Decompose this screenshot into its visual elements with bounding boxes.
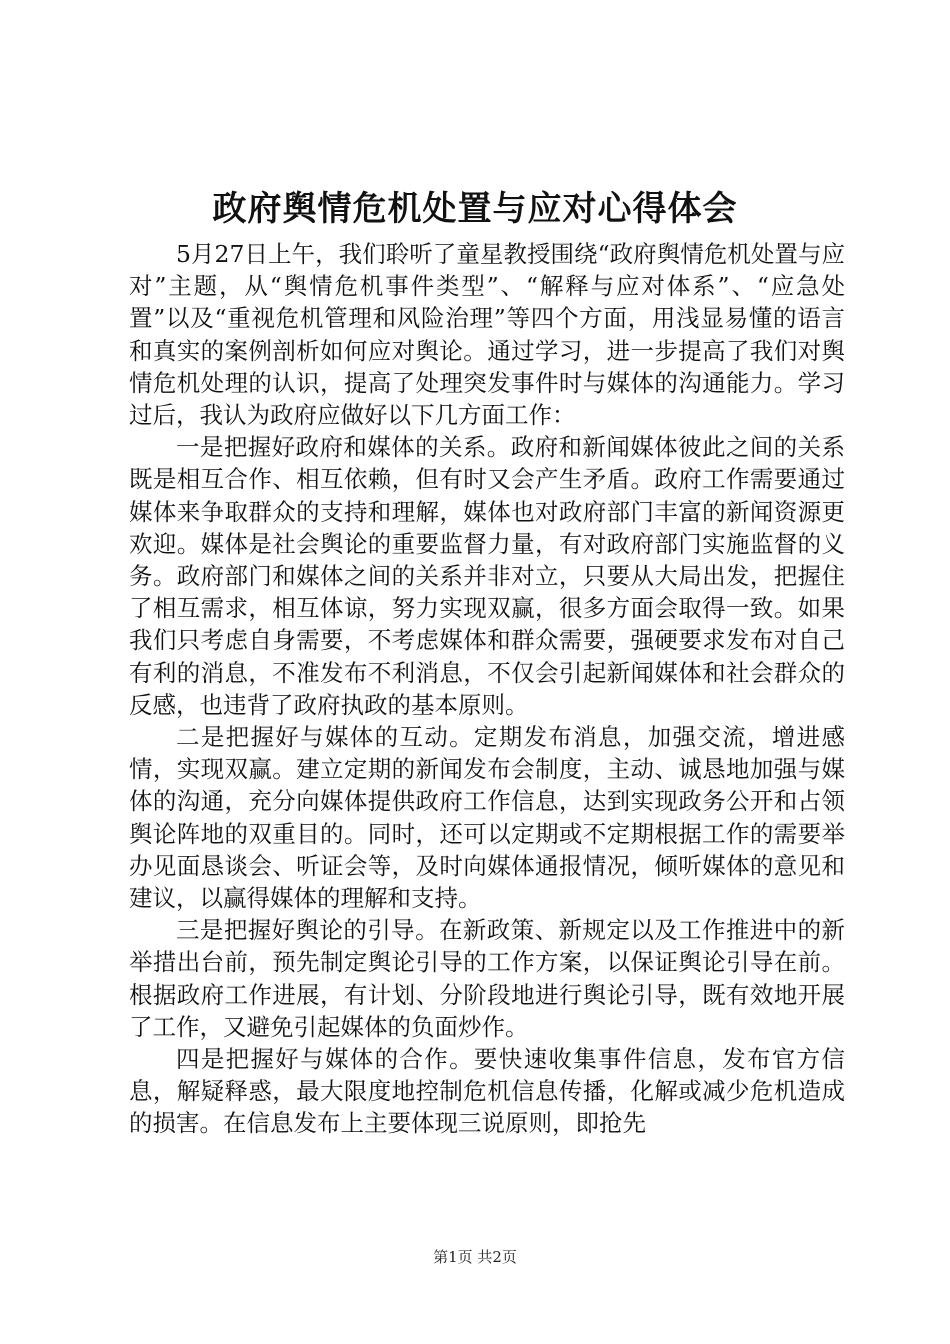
paragraph-point-three: 三是把握好舆论的引导。在新政策、新规定以及工作推进中的新举措出台前，预先制定舆论引导的工作方案，以保证舆论引导在前。根据政府工作进展，有计划、分阶段地进行舆论引导，既有效地开展了工作，又避免引起媒体的负面炒作。: [129, 916, 845, 1041]
document-title: 政府舆情危机处置与应对心得体会: [212, 189, 738, 229]
paragraph-point-one: 一是把握好政府和媒体的关系。政府和新闻媒体彼此之间的关系既是相互合作、相互依赖，但有时又会产生矛盾。政府工作需要通过媒体来争取群众的支持和理解，媒体也对政府部门丰富的新闻资源更欢迎。媒体是社会舆论的重要监督力量，有对政府部门实施监督的义务。政府部门和媒体之间的关系并非对立，只要从大局出发，把握住了相互需求，相互体谅，努力实现双赢，很多方面会取得一致。如果我们只考虑自身需要，不考虑媒体和群众需要，强硬要求发布对自己有利的消息，不准发布不利消息，不仅会引起新闻媒体和社会群众的反感，也违背了政府执政的基本原则。: [129, 433, 845, 719]
document-body: [129, 238, 845, 1140]
paragraph-point-four: 四是把握好与媒体的合作。要快速收集事件信息，发布官方信息，解疑释惑，最大限度地控制危机信息传播，化解或减少危机造成的损害。在信息发布上主要体现三说原则，即抢先: [129, 1045, 845, 1138]
paragraph-intro: 5月27日上午，我们聆听了童星教授围绕“政府舆情危机处置与应对”主题，从“舆情危机事件类型”、“解释与应对体系”、“应急处置”以及“重视危机管理和风险治理”等四个方面，用浅显易懂的语言和真实的案例剖析如何应对舆论。通过学习，进一步提高了我们对舆情危机处理的认识，提高了处理突发事件时与媒体的沟通能力。学习过后，我认为政府应做好以下几方面工作：: [129, 240, 845, 430]
paragraph-point-two: 二是把握好与媒体的互动。定期发布消息，加强交流，增进感情，实现双赢。建立定期的新闻发布会制度，主动、诚恳地加强与媒体的沟通，充分向媒体提供政府工作信息，达到实现政务公开和占领舆论阵地的双重目的。同时，还可以定期或不定期根据工作的需要举办见面恳谈会、听证会等，及时向媒体通报情况，倾听媒体的意见和建议，以赢得媒体的理解和支持。: [129, 723, 845, 913]
page-footer: 第1页 共2页: [433, 1248, 517, 1266]
